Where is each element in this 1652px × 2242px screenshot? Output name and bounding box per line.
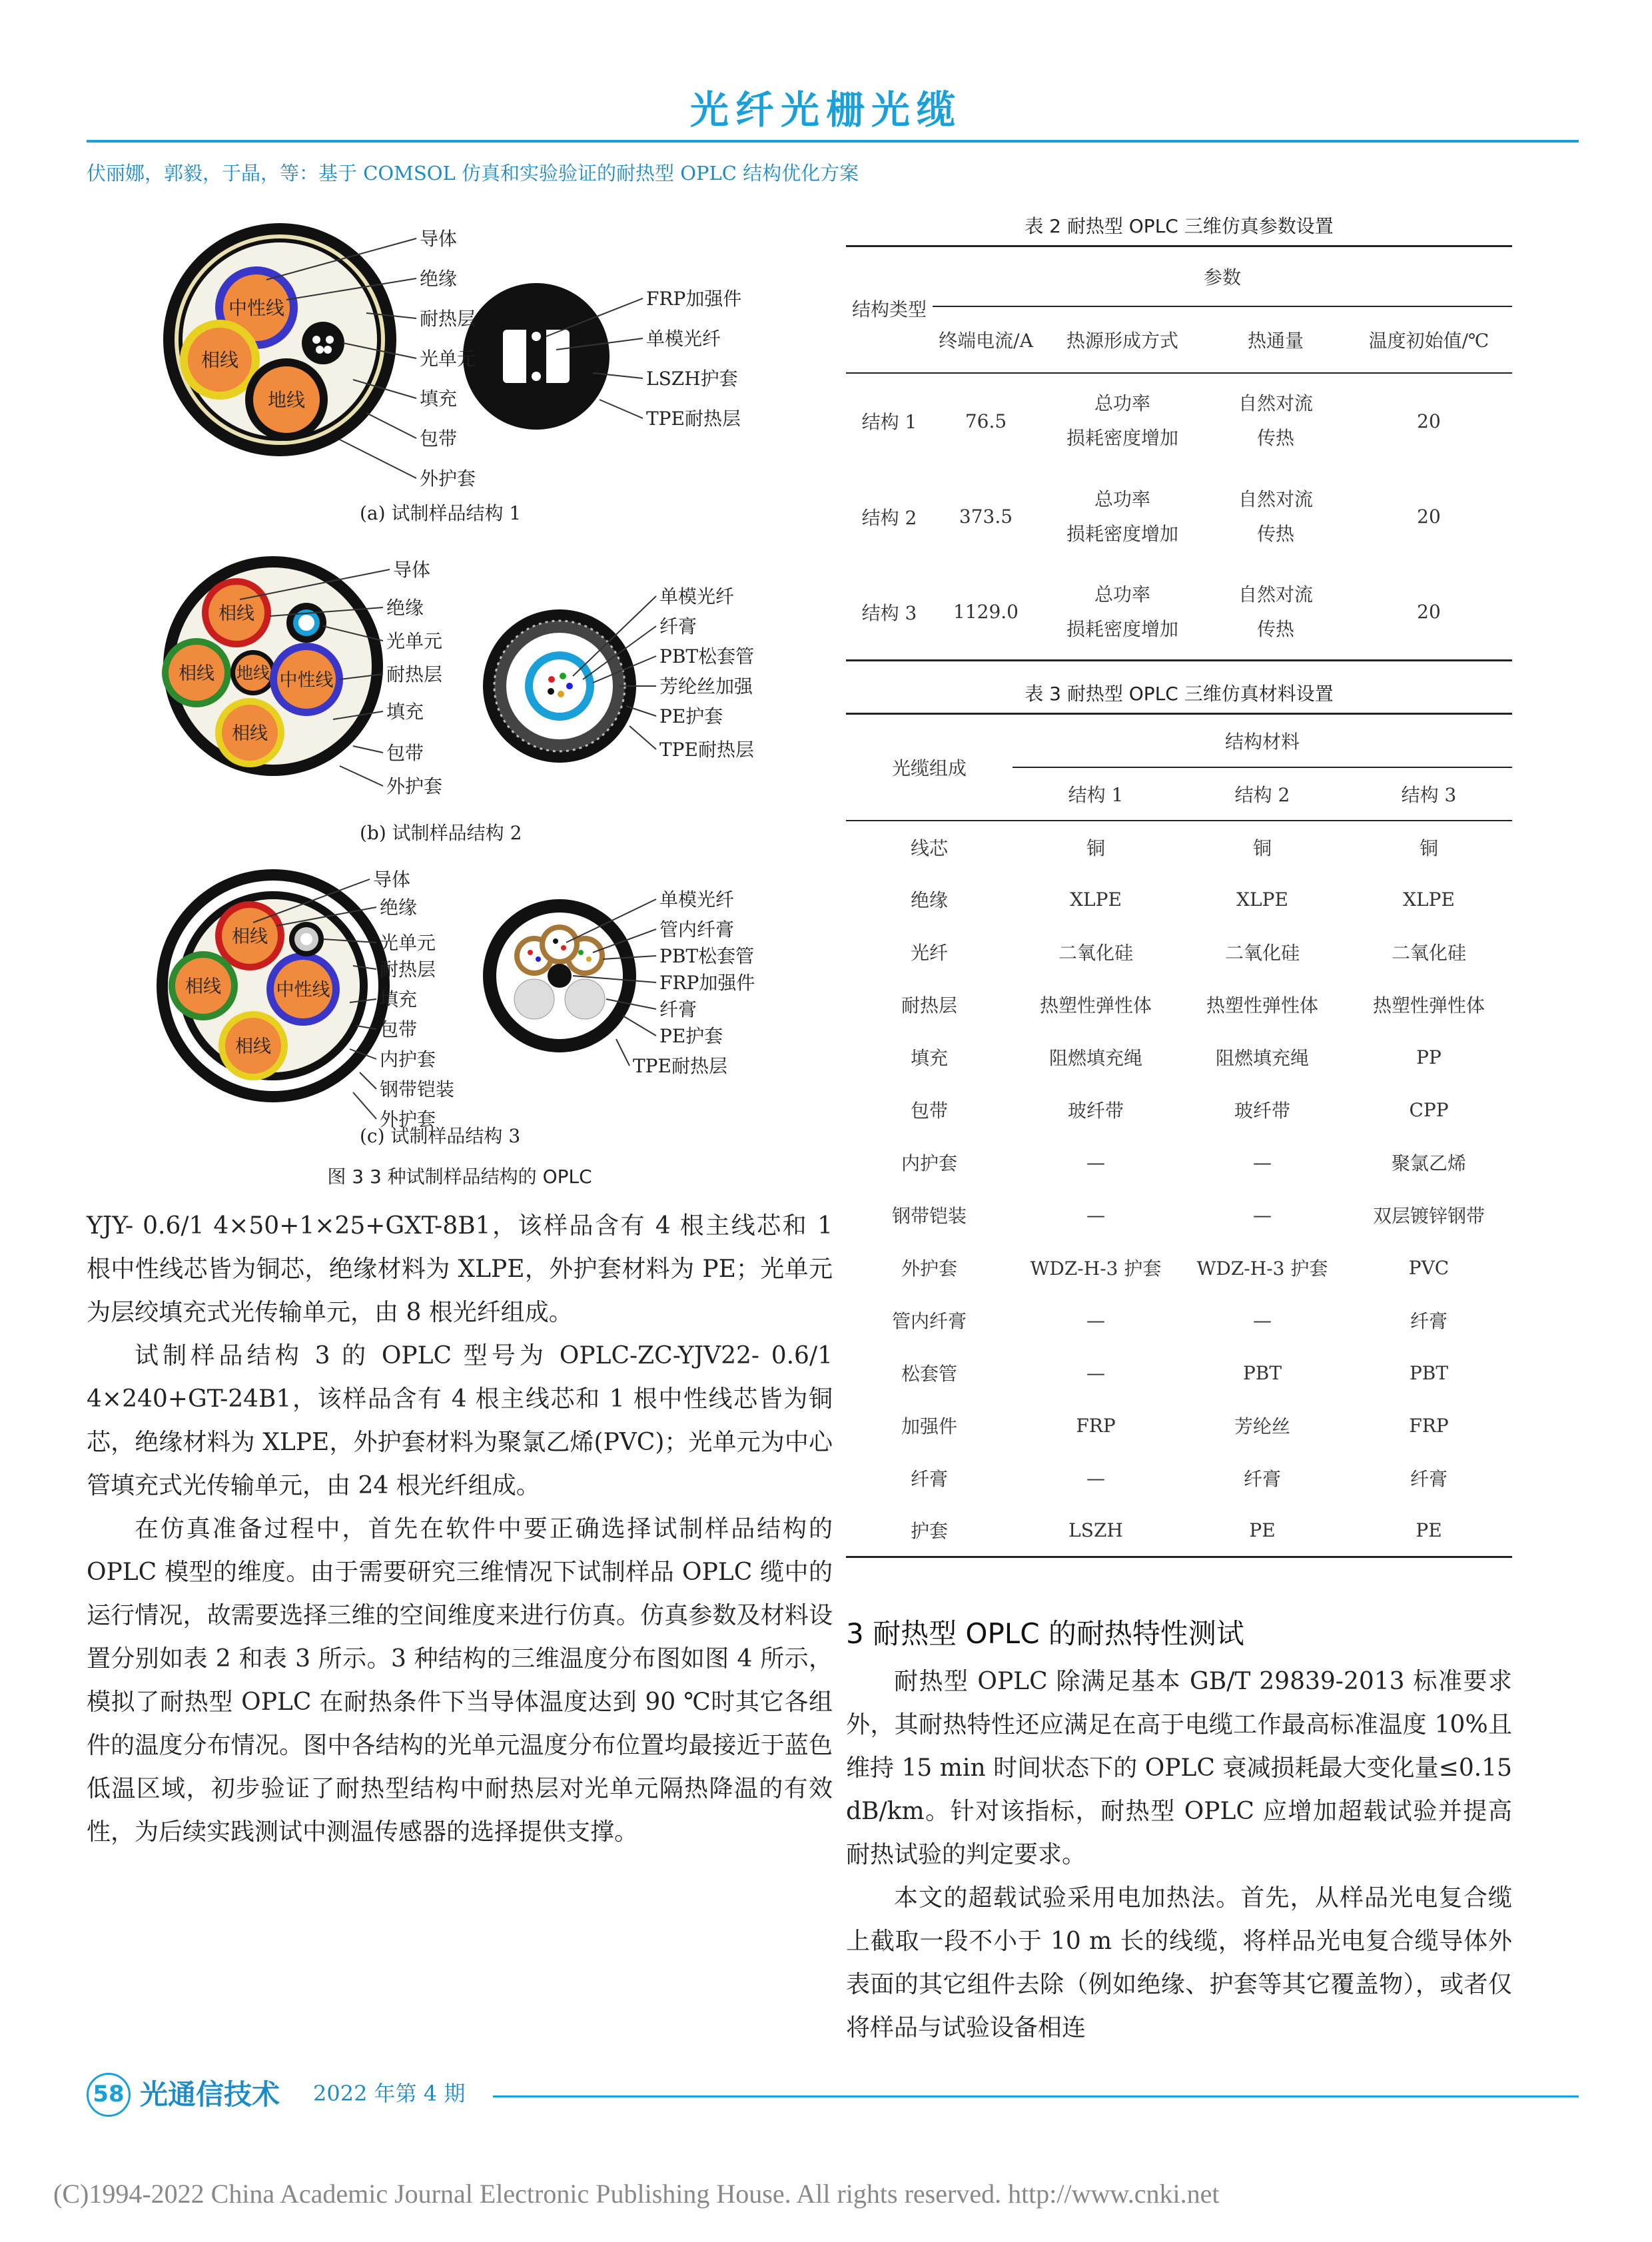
table3-cell: XLPE	[1070, 888, 1122, 911]
footer-issue: 2022 年第 4 期	[313, 2081, 466, 2106]
table3-cell: 纤膏	[910, 1468, 948, 1490]
fig3c-label-tape: 包带	[380, 1018, 418, 1040]
table2-row	[846, 565, 1512, 661]
fig3a-label-tape: 包带	[420, 428, 458, 450]
fig3b-phase-label-2: 相线	[179, 663, 214, 684]
table2-cell: 总功率	[1094, 583, 1150, 605]
fig3b-label-sm-fiber: 单模光纤	[659, 585, 735, 607]
fig3c-label-steel-armor: 钢带铠装	[380, 1078, 455, 1100]
table2-cell: 20	[1417, 506, 1441, 528]
fig3c-label-insulation: 绝缘	[380, 897, 418, 919]
fig3b-label-optical-unit: 光单元	[386, 630, 443, 652]
table3-cell: 纤膏	[1243, 1468, 1281, 1490]
table3-col-s1: 结构 1	[1068, 783, 1124, 806]
fig3c-caption: (c) 试制样品结构 3	[360, 1125, 521, 1147]
table3-cell: 二氧化硅	[1391, 942, 1466, 964]
table2-cell: 结构 1	[861, 411, 917, 433]
table3-cell: 热塑性弹性体	[1372, 994, 1485, 1016]
table3-row	[846, 873, 1512, 926]
table3-cell: 芳纶丝	[1234, 1415, 1290, 1437]
table3-col-s2: 结构 2	[1234, 783, 1290, 806]
table3-header-mat: 结构材料	[1013, 714, 1512, 767]
table3-cell: 耐热层	[901, 994, 957, 1016]
table2-col-temp: 温度初始值/℃	[1368, 329, 1489, 352]
table3-cell: 玻纤带	[1234, 1100, 1290, 1122]
fig3c-phase-label-2: 相线	[185, 976, 221, 997]
fig3a-label-optical-unit: 光单元	[420, 348, 476, 370]
table3-cell: 加强件	[901, 1415, 957, 1437]
fig3b-phase-label-3: 相线	[232, 723, 268, 744]
table3-row	[846, 1452, 1512, 1505]
table3-row	[846, 1031, 1512, 1084]
table2-cell: 传热	[1256, 522, 1294, 545]
fig3a-label-filler: 填充	[420, 388, 458, 410]
table3-body	[846, 821, 1512, 1557]
fig3a-label-lszh: LSZH护套	[646, 368, 738, 390]
fig3b-label-pbt: PBT松套管	[659, 645, 755, 667]
table3-cell: WDZ-H-3 护套	[1196, 1258, 1328, 1280]
table2-cell: 损耗密度增加	[1066, 522, 1178, 545]
fig3a-label-sm-fiber: 单模光纤	[646, 328, 721, 350]
table3-cell: 二氧化硅	[1224, 942, 1300, 964]
fig3b-label-insulation: 绝缘	[386, 597, 424, 619]
table2-cell: 自然对流	[1238, 488, 1313, 510]
table2-cell: 20	[1417, 601, 1441, 623]
fig3c-label-sm-fiber: 单模光纤	[659, 889, 735, 911]
table3-cell: 玻纤带	[1067, 1100, 1124, 1122]
table3-cell: 光纤	[910, 942, 948, 964]
table3-header-comp: 光缆组成	[846, 714, 1013, 821]
table2-cell: 自然对流	[1238, 583, 1313, 605]
fig3b-ground-label: 地线	[236, 663, 270, 683]
table3-cell: —	[1086, 1309, 1105, 1331]
section3-paragraph-2: 本文的超载试验采用电加热法。首先，从样品光电复合缆上截取一段不小于 10 m 长的线缆，将样品光电复合缆导体外表面的其它组件去除（例如绝缘、护套等其它覆盖物），或者仅将样品与试验设备相连	[846, 1884, 1512, 2042]
table3-cell: PBT	[1242, 1361, 1282, 1384]
table3-row	[846, 1399, 1512, 1452]
table3-cell: PP	[1416, 1046, 1442, 1068]
table3-cell: 绝缘	[910, 889, 948, 911]
table3-cell: 双层镀锌钢带	[1372, 1205, 1485, 1227]
fig3c-label-optical-unit: 光单元	[380, 932, 436, 954]
fig3c-label-outer-sheath: 外护套	[380, 1108, 436, 1130]
table3-col-s3: 结构 3	[1401, 783, 1457, 806]
table3-cell: CPP	[1409, 1098, 1449, 1121]
table2-row	[846, 373, 1512, 469]
fig3b-label-pe: PE护套	[659, 705, 723, 727]
fig3a-label-outer-sheath: 外护套	[420, 468, 476, 490]
table3-cell: 包带	[910, 1100, 948, 1122]
table3-cell: —	[1086, 1151, 1105, 1174]
journal-section-title: 光纤光栅光缆	[689, 87, 962, 133]
left-paragraph-1: YJY- 0.6/1 4×50+1×25+GXT-8B1，该样品含有 4 根主线芯和 1 根中性线芯皆为铜芯，绝缘材料为 XLPE，外护套材料为 PE；光单元为层绞填充式光传输单元，由 8 根光纤组成。	[87, 1212, 833, 1326]
table-3	[846, 713, 1512, 1558]
table3-cell: 护套	[910, 1520, 948, 1543]
table3-cell: 热塑性弹性体	[1206, 994, 1318, 1016]
table3-cell: 纤膏	[1410, 1468, 1447, 1490]
fig3c-label-frp: FRP加强件	[659, 972, 755, 994]
table3-cell: 铜	[1086, 837, 1105, 859]
table2-header-param: 参数	[933, 246, 1512, 306]
footer-rule	[493, 2095, 1579, 2097]
table3-cell: 热塑性弹性体	[1039, 994, 1152, 1016]
table3-row	[846, 926, 1512, 978]
table2-col-flux: 热通量	[1247, 329, 1304, 352]
table2-cell: 20	[1417, 410, 1441, 432]
table3-cell: 铜	[1419, 837, 1438, 859]
table3-cell: —	[1086, 1361, 1105, 1384]
table3-cell: 管内纤膏	[891, 1310, 967, 1332]
table2-cell: 总功率	[1094, 488, 1150, 510]
fig3a-neutral-label: 中性线	[228, 297, 285, 319]
footer-journal-name: 光通信技术	[140, 2078, 280, 2111]
table3-row	[846, 1136, 1512, 1189]
fig3c-label-conductor: 导体	[373, 869, 411, 891]
table3-row	[846, 1294, 1512, 1347]
figure-3	[87, 200, 833, 1172]
fig3b-label-conductor: 导体	[393, 559, 431, 581]
table2-cell: 76.5	[965, 410, 1007, 432]
table3-cell: 阻燃填充绳	[1215, 1047, 1309, 1069]
section3-paragraph-1: 耐热型 OPLC 除满足基本 GB/T 29839-2013 标准要求外，其耐热特性还应满足在高于电缆工作最高标准温度 10%且维持 15 min 时间状态下的 OPLC 衰减损耗最大变化量≤0.15 dB/km。针对该指标，耐热型 OPLC 应增加超载试验并提高耐热试验的判定要求。	[846, 1668, 1512, 1868]
fig3c-label-heat-layer: 耐热层	[380, 958, 436, 980]
table3-cell: —	[1253, 1309, 1272, 1331]
table3-cell: —	[1253, 1204, 1272, 1226]
table2-row	[846, 469, 1512, 565]
fig3b-label-heat-layer: 耐热层	[386, 663, 443, 685]
fig3c-neutral-label: 中性线	[276, 980, 330, 1000]
table3-row	[846, 1242, 1512, 1294]
table2-cell: 损耗密度增加	[1066, 427, 1178, 449]
fig3b-label-outer-sheath: 外护套	[386, 775, 443, 797]
table3-cell: 铜	[1252, 837, 1272, 859]
figure-3-caption: 图 3 3 种试制样品结构的 OPLC	[327, 1166, 592, 1188]
table3-cell: FRP	[1076, 1414, 1116, 1437]
table3-cell: PBT	[1409, 1361, 1449, 1384]
table3-cell: 外护套	[901, 1258, 957, 1280]
fig3b-label-tpe: TPE耐热层	[659, 739, 754, 761]
table3-cell: 二氧化硅	[1058, 942, 1133, 964]
table-2	[846, 245, 1512, 661]
table3-cell: 钢带铠装	[891, 1205, 967, 1227]
table2-cell: 传热	[1256, 427, 1294, 449]
fig3a-label-heat-layer: 耐热层	[420, 308, 476, 330]
right-column-text	[846, 1660, 1512, 2050]
fig3a-label-conductor: 导体	[420, 228, 458, 250]
table3-row	[846, 1189, 1512, 1242]
fig3b-label-tape: 包带	[386, 742, 424, 764]
table3-cell: 松套管	[901, 1363, 957, 1385]
table2-header-type: 结构类型	[846, 246, 933, 373]
fig3b-phase-label-1: 相线	[218, 603, 254, 624]
table3-row	[846, 1505, 1512, 1557]
fig3c-label-inner-sheath: 内护套	[380, 1048, 436, 1070]
fig3a-caption: (a) 试制样品结构 1	[360, 502, 522, 524]
running-title: 伏丽娜，郭毅，于晶，等：基于 COMSOL 仿真和实验验证的耐热型 OPLC 结构优化方案	[87, 162, 859, 185]
table3-cell: FRP	[1409, 1414, 1449, 1437]
table3-cell: —	[1086, 1204, 1105, 1226]
table2-cell: 结构 3	[861, 601, 917, 624]
table-3-caption: 表 3 耐热型 OPLC 三维仿真材料设置	[1025, 683, 1334, 705]
table2-col-source: 热源形成方式	[1066, 329, 1178, 352]
table3-cell: XLPE	[1236, 888, 1288, 911]
left-column-text	[87, 1204, 833, 1854]
table3-cell: —	[1253, 1151, 1272, 1174]
table2-cell: 传热	[1256, 617, 1294, 640]
table3-cell: 填充	[910, 1047, 948, 1069]
table3-cell: WDZ-H-3 护套	[1030, 1258, 1162, 1280]
copyright-notice: (C)1994-2022 China Academic Journal Electronic Publishing House. All rights reserved. http://www.cnki.net	[53, 2179, 1220, 2209]
page-number: 58	[87, 2073, 131, 2117]
fig3c-label-filler: 填充	[380, 988, 418, 1010]
table3-row	[846, 978, 1512, 1031]
table3-cell: 阻燃填充绳	[1048, 1047, 1142, 1069]
fig3c-label-pbt: PBT松套管	[659, 945, 755, 967]
table2-cell: 自然对流	[1238, 392, 1313, 414]
table2-cell: 损耗密度增加	[1066, 617, 1178, 640]
table3-cell: 纤膏	[1410, 1310, 1447, 1332]
fig3c-label-pe: PE护套	[659, 1025, 723, 1047]
table3-cell: XLPE	[1403, 888, 1455, 911]
left-paragraph-2: 试制样品结构 3 的 OPLC 型号为 OPLC-ZC-YJV22- 0.6/1 4×240+GT-24B1，该样品含有 4 根主线芯和 1 根中性线芯皆为铜芯，绝缘材料为 XLPE，外护套材料为聚氯乙烯(PVC)；光单元为中心管填充式光传输单元，由 24 根光纤组成。	[87, 1342, 833, 1499]
fig3a-label-tpe: TPE耐热层	[646, 408, 741, 430]
table2-cell: 总功率	[1094, 392, 1150, 414]
fig3c-label-tube-gel: 管内纤膏	[659, 919, 735, 940]
table3-cell: PE	[1416, 1519, 1442, 1541]
fig3c-phase-label-3: 相线	[235, 1036, 271, 1057]
table2-cell: 结构 2	[861, 506, 917, 529]
fig3b-label-gel: 纤膏	[659, 615, 697, 637]
fig3b-caption: (b) 试制样品结构 2	[360, 822, 522, 844]
fig3c-label-tpe: TPE耐热层	[633, 1055, 727, 1077]
fig3b-label-filler: 填充	[386, 701, 424, 723]
table3-row	[846, 821, 1512, 873]
fig3c-phase-label-1: 相线	[232, 927, 268, 947]
table3-cell: —	[1086, 1467, 1105, 1489]
fig3a-optical-unit	[302, 322, 344, 364]
section-3-heading: 3 耐热型 OPLC 的耐热特性测试	[846, 1617, 1244, 1650]
table3-cell: 聚氯乙烯	[1391, 1152, 1466, 1174]
table3-cell: LSZH	[1068, 1519, 1123, 1541]
table3-cell: PVC	[1408, 1256, 1449, 1279]
table3-cell: 线芯	[910, 837, 948, 859]
table2-cell: 373.5	[959, 506, 1013, 528]
fig3b-neutral-label: 中性线	[279, 670, 334, 691]
table2-cell: 1129.0	[953, 601, 1019, 623]
fig3a-label-frp: FRP加强件	[646, 288, 742, 310]
fig3a-ground-label: 地线	[267, 389, 306, 411]
table3-row	[846, 1347, 1512, 1399]
header-rule	[87, 140, 1579, 143]
fig3a-phase-label: 相线	[201, 349, 239, 371]
left-paragraph-3: 在仿真准备过程中，首先在软件中要正确选择试制样品结构的 OPLC 模型的维度。由于需要研究三维情况下试制样品 OPLC 缆中的运行情况，故需要选择三维的空间维度来进行仿真。仿真参数及材料设置分别如表 2 和表 3 所示。3 种结构的三维温度分布图如图 4 所示，模拟了耐热型 OPLC 在耐热条件下当导体温度达到 90 ℃时其它各组件的温度分布情况。图中各结构的光单元温度分布位置均最接近于蓝色低温区域，初步验证了耐热型结构中耐热层对光单元隔热降温的有效性，为后续实践测试中测温传感器的选择提供支撑。	[87, 1515, 833, 1846]
table3-cell: 内护套	[901, 1152, 957, 1174]
fig3a-label-insulation: 绝缘	[420, 268, 458, 290]
table2-col-current: 终端电流/A	[939, 329, 1033, 352]
fig3b-label-aramid: 芳纶丝加强	[659, 675, 753, 697]
table-2-caption: 表 2 耐热型 OPLC 三维仿真参数设置	[1025, 215, 1334, 237]
fig3c-label-gel: 纤膏	[659, 998, 697, 1020]
table3-row	[846, 1084, 1512, 1136]
table3-cell: PE	[1249, 1519, 1276, 1541]
